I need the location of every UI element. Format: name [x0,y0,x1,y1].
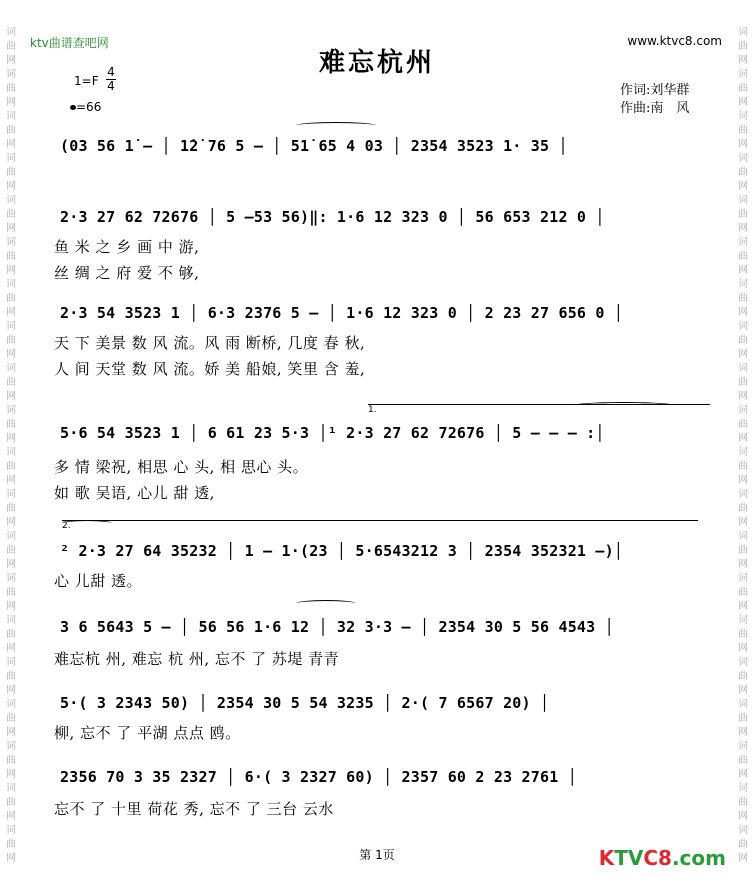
logo-c8: C8 [643,846,672,870]
slur-arc [296,122,376,129]
system-7-lyric-1: 柳, 忘不 了 平湖 点点 鸥。 [54,724,241,742]
credits [620,82,689,118]
logo-com: .com [671,846,726,870]
logo-tv: TV [614,846,644,870]
system-8-notes: 2356 70 3 35 2327 │ 6·( 3 2327 60) │ 2357 60 2 23 2761 │ [60,768,577,786]
page-number: 第 1页 [359,848,395,862]
time-bottom: 4 [107,79,115,93]
site-watermark-right: www.ktvc8.com [627,34,722,48]
side-watermark-left: 词曲网词曲网词曲网词曲网词曲网词曲网词曲网词曲网词曲网词曲网词曲网词曲网词曲网词曲网词曲网词曲网词曲网词曲网词曲网词曲网 [6,27,16,864]
side-watermark-right: 词曲网词曲网词曲网词曲网词曲网词曲网词曲网词曲网词曲网词曲网词曲网词曲网词曲网词曲网词曲网词曲网词曲网词曲网词曲网词曲网 [738,27,748,864]
system-3-lyric-2: 人 间 天堂 数 风 流。娇 美 船娘, 笑里 含 羞, [54,360,366,378]
system-2-lyric-1: 鱼 米 之 乡 画 中 游, [54,238,200,256]
slur-arc [296,600,356,607]
system-8-lyric-1: 忘不 了 十里 荷花 秀, 忘不 了 三台 云水 [54,800,334,818]
key-signature: 1=F [74,74,99,88]
site-watermark-left: ktv曲谱查吧网 [30,36,109,50]
slur-arc [62,520,112,527]
system-1-notes: (03 56 1̇ – │ 1̇2̇ 76 5 – │ 51̇ 65 4 03 │ 2354 3523 1· 35 │ [60,137,568,155]
volta-second-label: 2. [62,521,71,531]
slur-arc [574,402,674,409]
system-3-notes: 2·3 54 3523 1 │ 6·3 2376 5 – │ 1·6 12 323 0 │ 2 23 27 656 0 │ [60,304,624,322]
tempo-value: =66 [76,100,102,114]
lyricist: 作词:刘华群 [620,83,690,98]
system-5-notes: ² 2·3 27 64 35232 │ 1 – 1·(23 │ 5·6543212 3 │ 2354 352321 –)│ [60,542,624,560]
system-5-lyric-1: 心 儿甜 透。 [54,572,143,590]
system-2-lyric-2: 丝 绸 之 府 爱 不 够, [54,264,200,282]
system-7-notes: 5·( 3 2343 50) │ 2354 30 5 54 3235 │ 2·( 7 6567 20) │ [60,694,550,712]
system-6-lyric-1: 难忘杭 州, 难忘 杭 州, 忘不 了 苏堤 青青 [54,650,340,668]
system-6-notes: 3 6 5643 5 – │ 56 56 1·6 12 │ 32 3·3 – │ 2354 30 5 56 4543 │ [60,618,614,636]
time-top: 4 [107,65,115,79]
system-3-lyric-1: 天 下 美景 数 风 流。风 雨 断桥, 几度 春 秋, [54,334,366,352]
time-signature [106,66,116,93]
system-4-lyric-2: 如 歌 吴语, 心儿 甜 透, [54,484,215,502]
song-title: 难忘杭州 [318,48,435,78]
volta-second-ending [62,520,698,531]
site-logo [599,846,726,870]
volta-first-label: 1. [368,405,377,415]
composer: 作曲:南 风 [620,101,690,116]
tempo-marking [70,100,101,114]
system-4-notes: 5·6 54 3523 1 │ 6 61 23 5·3 │¹ 2·3 27 62 72676 │ 5 – – – :│ [60,424,605,442]
system-4-lyric-1: 多 情 梁祝, 相思 心 头, 相 思心 头。 [54,458,309,476]
system-2-notes: 2·3 27 62 72676 │ 5 –53 56)‖: 1·6 12 323 0 │ 56 653 212 0 │ [60,208,605,226]
logo-k: K [598,846,615,870]
